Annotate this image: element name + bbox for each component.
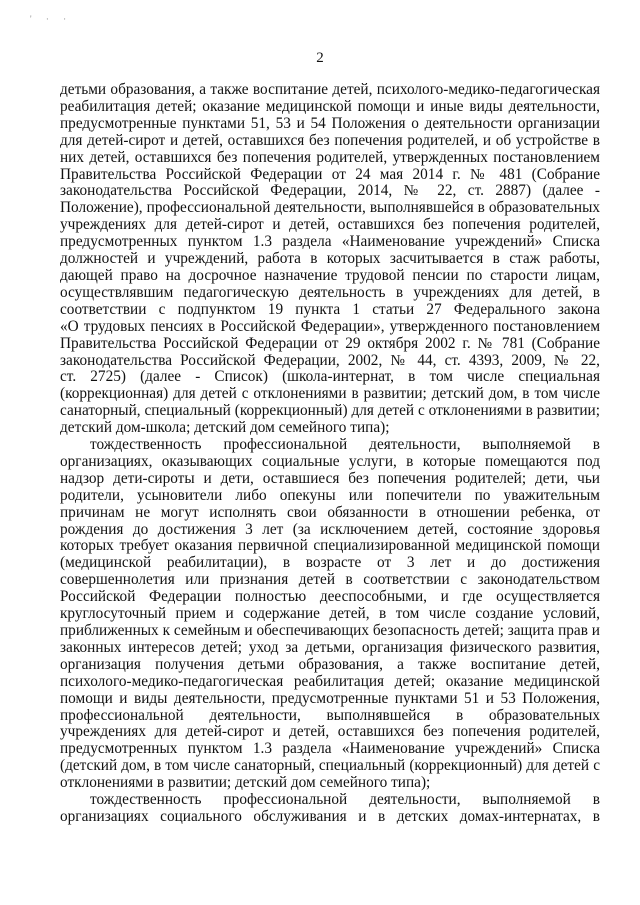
text-line: тождественность профессиональной деятельности, выполняемой в bbox=[90, 437, 600, 454]
page-number: 2 bbox=[316, 50, 324, 66]
text-line: Российской Федерации полностью дееспособными, и где осуществляется bbox=[60, 589, 600, 606]
text-line: приближенных к семейным и обеспечивающих безопасность детей; защита прав и bbox=[60, 623, 600, 639]
text-line: ст. 2725) (далее - Список) (школа-интернат, в том числе специальная bbox=[60, 369, 600, 386]
text-line: причинам не могут исполнять свои обязанности в отношении ребенка, от bbox=[60, 504, 600, 521]
scan-marks: ' · · bbox=[30, 14, 73, 24]
text-line: которых требует оказания первичной специализированной медицинской помощи bbox=[60, 538, 600, 555]
text-line: совершеннолетия или признания детей в соответствии с законодательством bbox=[60, 572, 600, 589]
text-line: родители, усыновители либо опекуны или попечители по уважительным bbox=[60, 487, 600, 504]
text-line: рождения до достижения 3 лет (за исключением детей, состояние здоровья bbox=[60, 521, 600, 538]
text-line: учреждениях для детей-сирот и детей, оставшихся без попечения родителей, bbox=[60, 217, 600, 234]
text-line: детский дом-школа; детский дом семейного типа); bbox=[60, 420, 390, 437]
text-line: учреждениях для детей-сирот и детей, оставшихся без попечения родителей, bbox=[60, 724, 600, 741]
text-line: них детей, оставшихся без попечения родителей, утвержденных постановлением bbox=[60, 149, 600, 166]
text-line: профессиональной деятельности, выполнявшейся в образовательных bbox=[60, 707, 600, 724]
text-line: предусмотренные пунктами 51, 53 и 54 Положения о деятельности организации bbox=[60, 115, 600, 132]
text-line: санаторный, специальный (коррекционный) для детей с отклонениями в развитии; bbox=[60, 403, 600, 420]
text-line: Правительства Российской Федерации от 24 мая 2014 г. № 481 (Собрание bbox=[60, 166, 600, 183]
text-line: психолого-медико-педагогическая реабилитация детей; оказание медицинской bbox=[60, 673, 600, 690]
text-line: круглосуточный прием и содержание детей, в том числе создание условий, bbox=[60, 606, 600, 623]
text-line: дающей право на досрочное назначение трудовой пенсии по старости лицам, bbox=[60, 267, 600, 284]
text-line: «О трудовых пенсиях в Российской Федерации», утвержденного постановлением bbox=[60, 318, 600, 335]
text-line: детьми образования, а также воспитание детей, психолого-медико-педагогическая bbox=[60, 82, 600, 98]
text-line: Положение), профессиональной деятельности, выполнявшейся в образовательных bbox=[60, 200, 600, 217]
text-line: должностей и учреждений, работа в которых засчитывается в стаж работы, bbox=[60, 251, 600, 268]
text-line: организация получения детьми образования, а также воспитание детей, bbox=[60, 656, 600, 673]
text-line: тождественность профессиональной деятельности, выполняемой в bbox=[90, 792, 600, 809]
text-line: организациях социального обслуживания и в детских домах-интернатах, в bbox=[60, 808, 600, 825]
document-body-text bbox=[60, 82, 600, 826]
text-line: отклонениями в развитии; детский дом семейного типа); bbox=[60, 775, 431, 792]
text-line: Правительства Российской Федерации от 29 октября 2002 г. № 781 (Собрание bbox=[60, 335, 600, 352]
text-line: законных интересов детей; уход за детьми, организация физического развития, bbox=[60, 639, 600, 656]
text-line: законодательства Российской Федерации, 2002, № 44, ст. 4393, 2009, № 22, bbox=[60, 352, 600, 369]
text-line: осуществлявшим педагогическую деятельность в учреждениях для детей, в bbox=[60, 284, 600, 301]
text-line: предусмотренных пунктом 1.3 раздела «Наименование учреждений» Списка bbox=[60, 741, 600, 758]
text-line: (медицинской реабилитации), в возрасте от 3 лет и до достижения bbox=[60, 555, 600, 572]
text-line: надзор дети-сироты и дети, оставшиеся без попечения родителей; дети, чьи bbox=[60, 470, 600, 487]
text-line: (коррекционная) для детей с отклонениями в развитии; детский дом, в том числе bbox=[60, 386, 600, 403]
text-line: реабилитация детей; оказание медицинской помощи и иные виды деятельности, bbox=[60, 98, 600, 115]
text-line: организациях, оказывающих социальные услуги, в которые помещаются под bbox=[60, 453, 600, 470]
text-line: помощи и виды деятельности, предусмотренные пунктами 51 и 53 Положения, bbox=[60, 690, 600, 707]
text-line: законодательства Российской Федерации, 2014, № 22, ст. 2887) (далее - bbox=[60, 183, 600, 200]
text-line: предусмотренных пунктом 1.3 раздела «Наименование учреждений» Списка bbox=[60, 234, 600, 251]
text-line: соответствии с подпунктом 19 пункта 1 статьи 27 Федерального закона bbox=[60, 301, 600, 318]
text-line: (детский дом, в том числе санаторный, специальный (коррекционный) для детей с bbox=[60, 758, 600, 775]
text-line: для детей-сирот и детей, оставшихся без попечения родителей, и об устройстве в bbox=[60, 132, 600, 149]
